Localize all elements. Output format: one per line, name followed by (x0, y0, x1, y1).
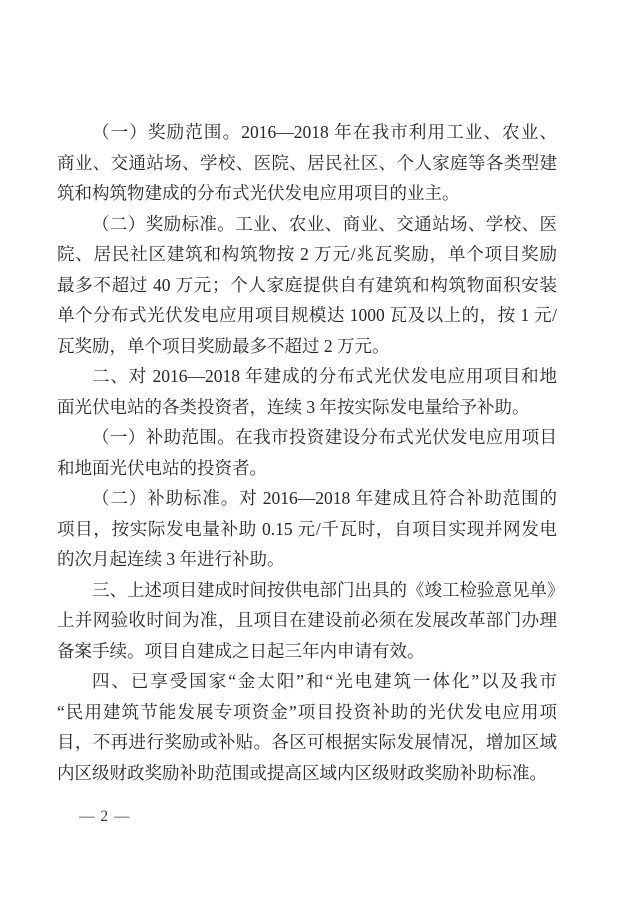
text-line: “民用建筑节能发展专项资金”项目投资补助的光伏发电应用项 (57, 701, 557, 722)
text-line: 筑和构筑物建成的分布式光伏发电应用项目的业主。 (57, 183, 460, 203)
document-text-block (57, 117, 565, 788)
text-line: 目，不再进行奖励或补贴。各区可根据实际发展情况，增加区域 (57, 732, 557, 752)
text-line: 瓦奖励，单个项目奖励最多不超过 2 万元。 (57, 335, 390, 356)
text-line: 四、已享受国家“金太阳”和“光电建筑一体化”以及我市 (92, 671, 557, 691)
text-line: 和地面光伏电站的投资者。 (57, 457, 267, 478)
text-line: 面光伏电站的各类投资者，连续 3 年按实际发电量给予补助。 (57, 396, 530, 417)
text-line: （一）奖励范围。2016—2018 年在我市利用工业、农业、 (92, 122, 557, 142)
text-line: 商业、交通站场、学校、医院、居民社区、个人家庭等各类型建 (57, 152, 557, 173)
text-line: 备案手续。项目自建成之日起三年内申请有效。 (57, 640, 425, 661)
text-line: 的次月起连续 3 年进行补助。 (57, 549, 285, 569)
text-line: （二）奖励标准。工业、农业、商业、交通站场、学校、医 (92, 213, 557, 234)
text-line: 上并网验收时间为准，且项目在建设前必须在发展改革部门办理 (57, 610, 557, 630)
text-line: （一）补助范围。在我市投资建设分布式光伏发电应用项目 (92, 427, 557, 447)
text-line: 二、对 2016—2018 年建成的分布式光伏发电应用项目和地 (92, 366, 557, 386)
text-line: 单个分布式光伏发电应用项目规模达 1000 瓦及以上的，按 1 元/ (57, 305, 557, 325)
text-line: 最多不超过 40 万元；个人家庭提供自有建筑和构筑物面积安装 (57, 274, 557, 295)
page-number: — 2 — (79, 808, 131, 825)
text-line: 内区级财政奖励补助范围或提高区域内区级财政奖励补助标准。 (57, 762, 547, 783)
text-line: 院、居民社区建筑和构筑物按 2 万元/兆瓦奖励，单个项目奖励 (57, 244, 557, 264)
text-line: （二）补助标准。对 2016—2018 年建成且符合补助范围的 (92, 488, 557, 508)
text-line: 三、上述项目建成时间按供电部门出具的《竣工检验意见单》 (92, 579, 565, 600)
text-line: 项目，按实际发电量补助 0.15 元/千瓦时，自项目实现并网发电 (57, 518, 557, 539)
